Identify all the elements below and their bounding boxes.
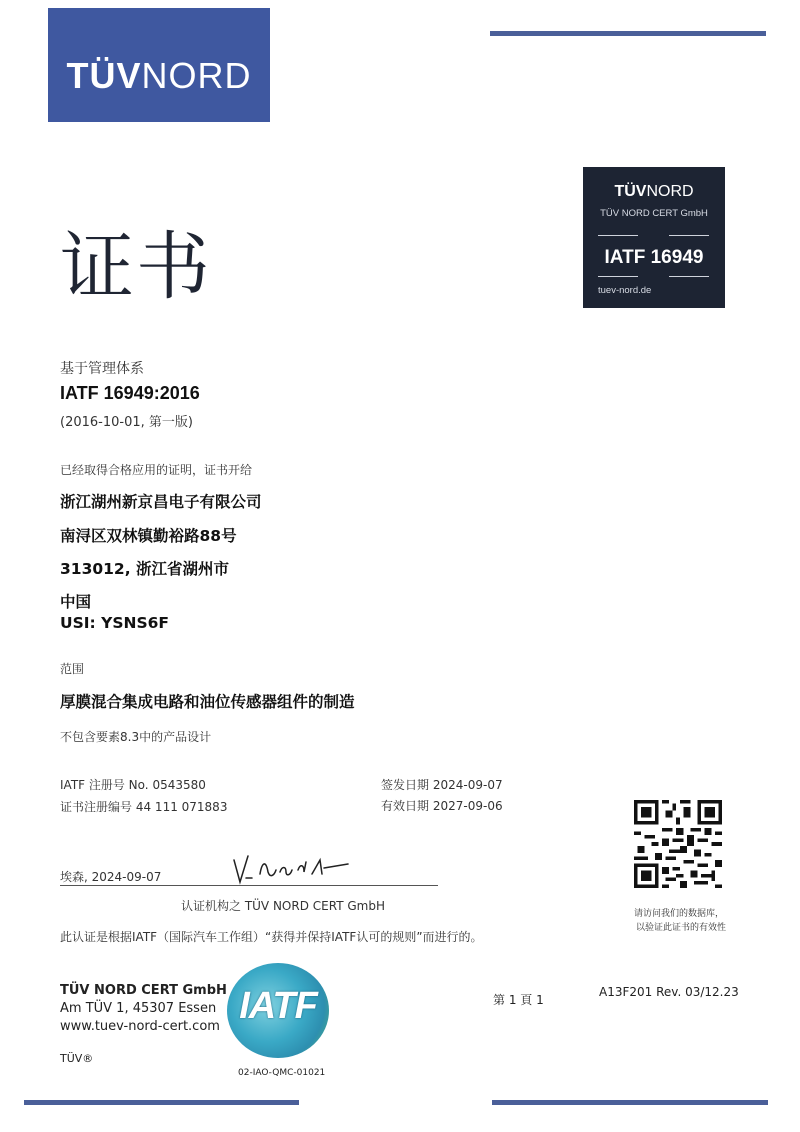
logo-tuv-text: TÜV [66,55,142,96]
badge-logo-nord: NORD [646,183,694,200]
page-number: 第 1 頁 1 [493,993,544,1007]
scope-label: 范围 [60,662,85,676]
cert-reg-label: 证书注册编号 [60,800,133,814]
iatf-reg-label: IATF 注册号 No. [60,778,149,792]
tuv-nord-logo [48,8,270,122]
signature-line [60,885,438,886]
iatf-badge [583,167,725,308]
badge-company: TÜV NORD CERT GmbH [600,208,708,219]
iatf-registration [60,776,206,793]
edition-text: (2016-10-01, 第一版) [60,415,193,430]
issue-date-row [381,776,503,793]
badge-website: tuev-nord.de [598,285,652,296]
badge-standard: IATF 16949 [604,247,704,268]
issue-date: 2024-09-07 [432,778,503,792]
signature [228,852,358,888]
holder-name: 浙江湖州新京昌电子有限公司 [60,493,262,511]
valid-label: 有效日期 [381,799,430,813]
bottom-left-bar [24,1100,299,1105]
badge-logo [583,183,725,201]
holder-city: 313012, 浙江省湖州市 [60,560,229,578]
iatf-logo [227,963,329,1058]
place-date: 埃森, 2024-09-07 [60,870,162,884]
intro-text: 基于管理体系 [60,361,144,377]
standard-name: IATF 16949:2016 [60,383,200,403]
badge-divider [598,235,638,236]
footer-address: Am TÜV 1, 45307 Essen [60,1001,217,1016]
logo-nord-text: NORD [141,55,252,96]
iatf-code: 02-IAO-QMC-01021 [238,1068,326,1078]
holder-country: 中国 [60,593,92,611]
cert-reg-number: 44 111 071883 [135,800,228,814]
holder-street: 南浔区双林镇勤裕路88号 [60,527,237,545]
valid-date: 2027-09-06 [432,799,503,813]
applies-text: 已经取得合格应用的证明，证书开给 [60,463,253,477]
valid-date-row [381,797,503,814]
badge-divider [598,276,638,277]
iatf-reg-number: 0543580 [152,778,206,792]
tuv-mark: TÜV® [60,1052,94,1065]
form-number: A13F201 Rev. 03/12.23 [599,985,739,999]
badge-logo-tuv: TÜV [614,183,647,200]
badge-divider [669,235,709,236]
holder-usi: USI: YSNS6F [60,614,170,632]
issue-label: 签发日期 [381,778,430,792]
bottom-right-bar [492,1100,768,1105]
footer-company: TÜV NORD CERT GmbH [60,983,227,998]
certifier-text: 认证机构之 TÜV NORD CERT GmbH [181,899,385,913]
qr-note-2: 以验证此证书的有效性 [636,923,727,933]
exclusion-text: 不包含要素8.3中的产品设计 [60,730,212,744]
qr-code[interactable] [634,800,722,888]
certificate-registration [60,798,227,815]
footer-website[interactable]: www.tuev-nord-cert.com [60,1019,220,1034]
badge-divider [669,276,709,277]
basis-text: 此认证是根据IATF（国际汽车工作组）“获得并保持IATF认可的规则”而进行的。 [60,930,483,944]
iatf-logo-text: IATF [239,985,317,1027]
top-right-bar [490,31,766,36]
scope-text: 厚膜混合集成电路和油位传感器组件的制造 [60,693,355,711]
certificate-title: 证书 [60,224,212,310]
qr-note-1: 请访问我们的数据库， [634,909,725,919]
